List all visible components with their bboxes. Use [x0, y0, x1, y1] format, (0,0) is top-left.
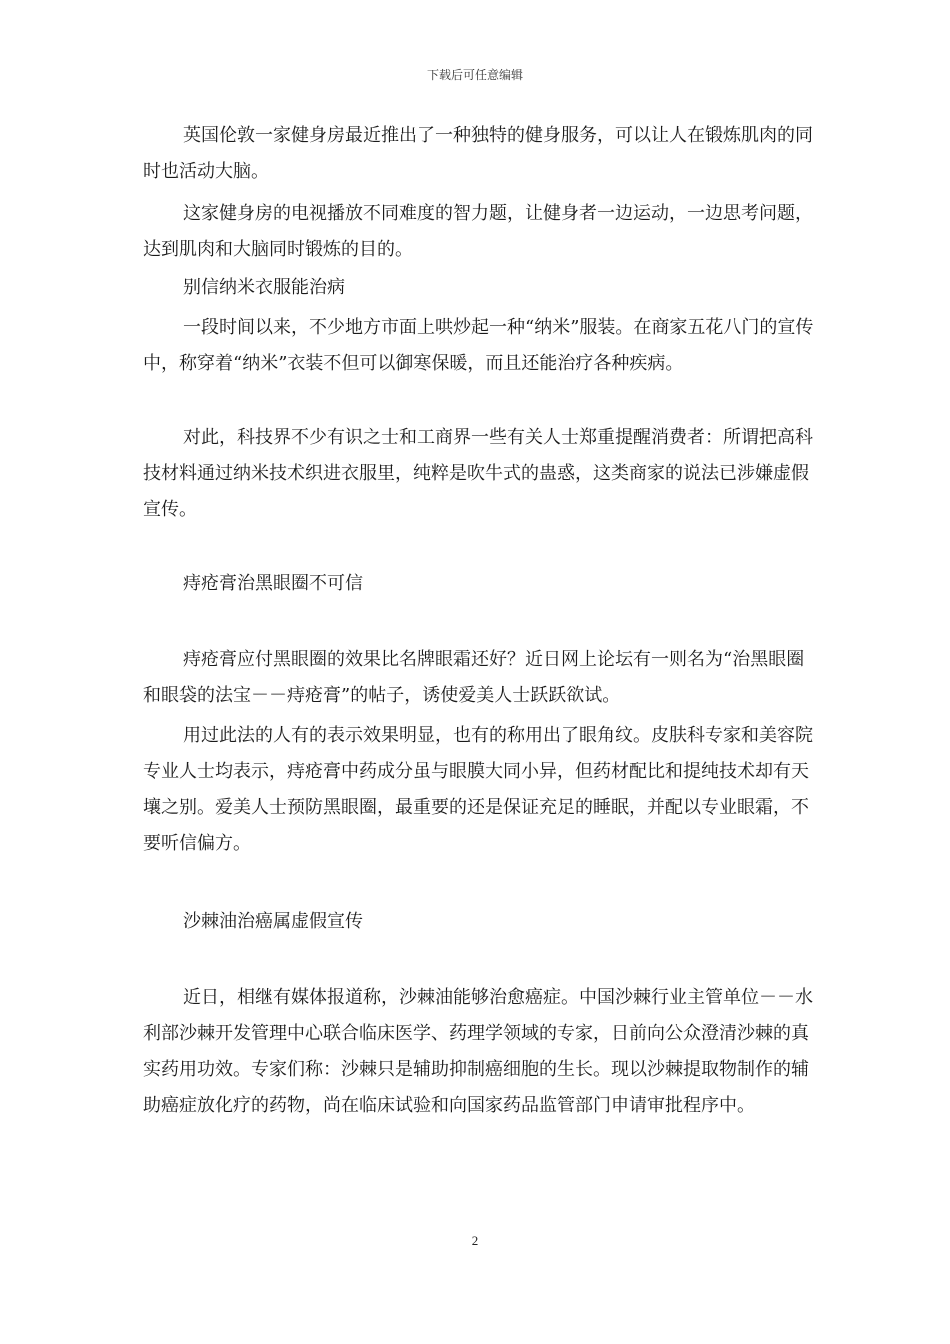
paragraph-hemorrhoid-experts: 用过此法的人有的表示效果明显，也有的称用出了眼角纹。皮肤科专家和美容院专业人士均表示，痔疮膏中药成分虽与眼膜大同小异，但药材配比和提纯技术却有天壤之别。爱美人士预防黑眼圈，最重要的还是保证充足的睡眠，并配以专业眼霜，不要听信偏方。 — [143, 725, 813, 854]
page-number: 2 — [471, 1233, 479, 1248]
paragraph-hemorrhoid-intro: 痔疮膏应付黑眼圈的效果比名牌眼霜还好？近日网上论坛有一则名为“治黑眼圈和眼袋的法宝－－痔疮膏”的帖子，诱使爱美人士跃跃欲试。 — [143, 649, 805, 706]
page-header: 下载后可任意编辑 — [426, 68, 523, 82]
paragraph-seabuckthorn: 近日，相继有媒体报道称，沙棘油能够治愈癌症。中国沙棘行业主管单位－－水利部沙棘开发管理中心联合临床医学、药理学领域的专家，日前向公众澄清沙棘的真实药用功效。专家们称：沙棘只是辅助抑制癌细胞的生长。现以沙棘提取物制作的辅助癌症放化疗的药物，尚在临床试验和向国家药品监管部门申请审批程序中。 — [143, 987, 813, 1116]
heading-nano-clothes: 别信纳米衣服能治病 — [183, 277, 345, 298]
heading-hemorrhoid-cream: 痔疮膏治黑眼圈不可信 — [183, 573, 363, 594]
paragraph-gym-detail: 这家健身房的电视播放不同难度的智力题，让健身者一边运动，一边思考问题，达到肌肉和大脑同时锻炼的目的。 — [143, 203, 813, 260]
heading-seabuckthorn: 沙棘油治癌属虚假宣传 — [183, 911, 363, 932]
paragraph-nano-warning: 对此，科技界不少有识之士和工商界一些有关人士郑重提醒消费者：所谓把高科技材料通过纳米技术织进衣服里，纯粹是吹牛式的蛊惑，这类商家的说法已涉嫌虚假宣传。 — [143, 427, 813, 520]
paragraph-gym-intro: 英国伦敦一家健身房最近推出了一种独特的健身服务，可以让人在锻炼肌肉的同时也活动大脑。 — [143, 125, 813, 182]
paragraph-nano-intro: 一段时间以来，不少地方市面上哄炒起一种“纳米”服装。在商家五花八门的宣传中，称穿着“纳米”衣装不但可以御寒保暖，而且还能治疗各种疾病。 — [143, 317, 814, 374]
